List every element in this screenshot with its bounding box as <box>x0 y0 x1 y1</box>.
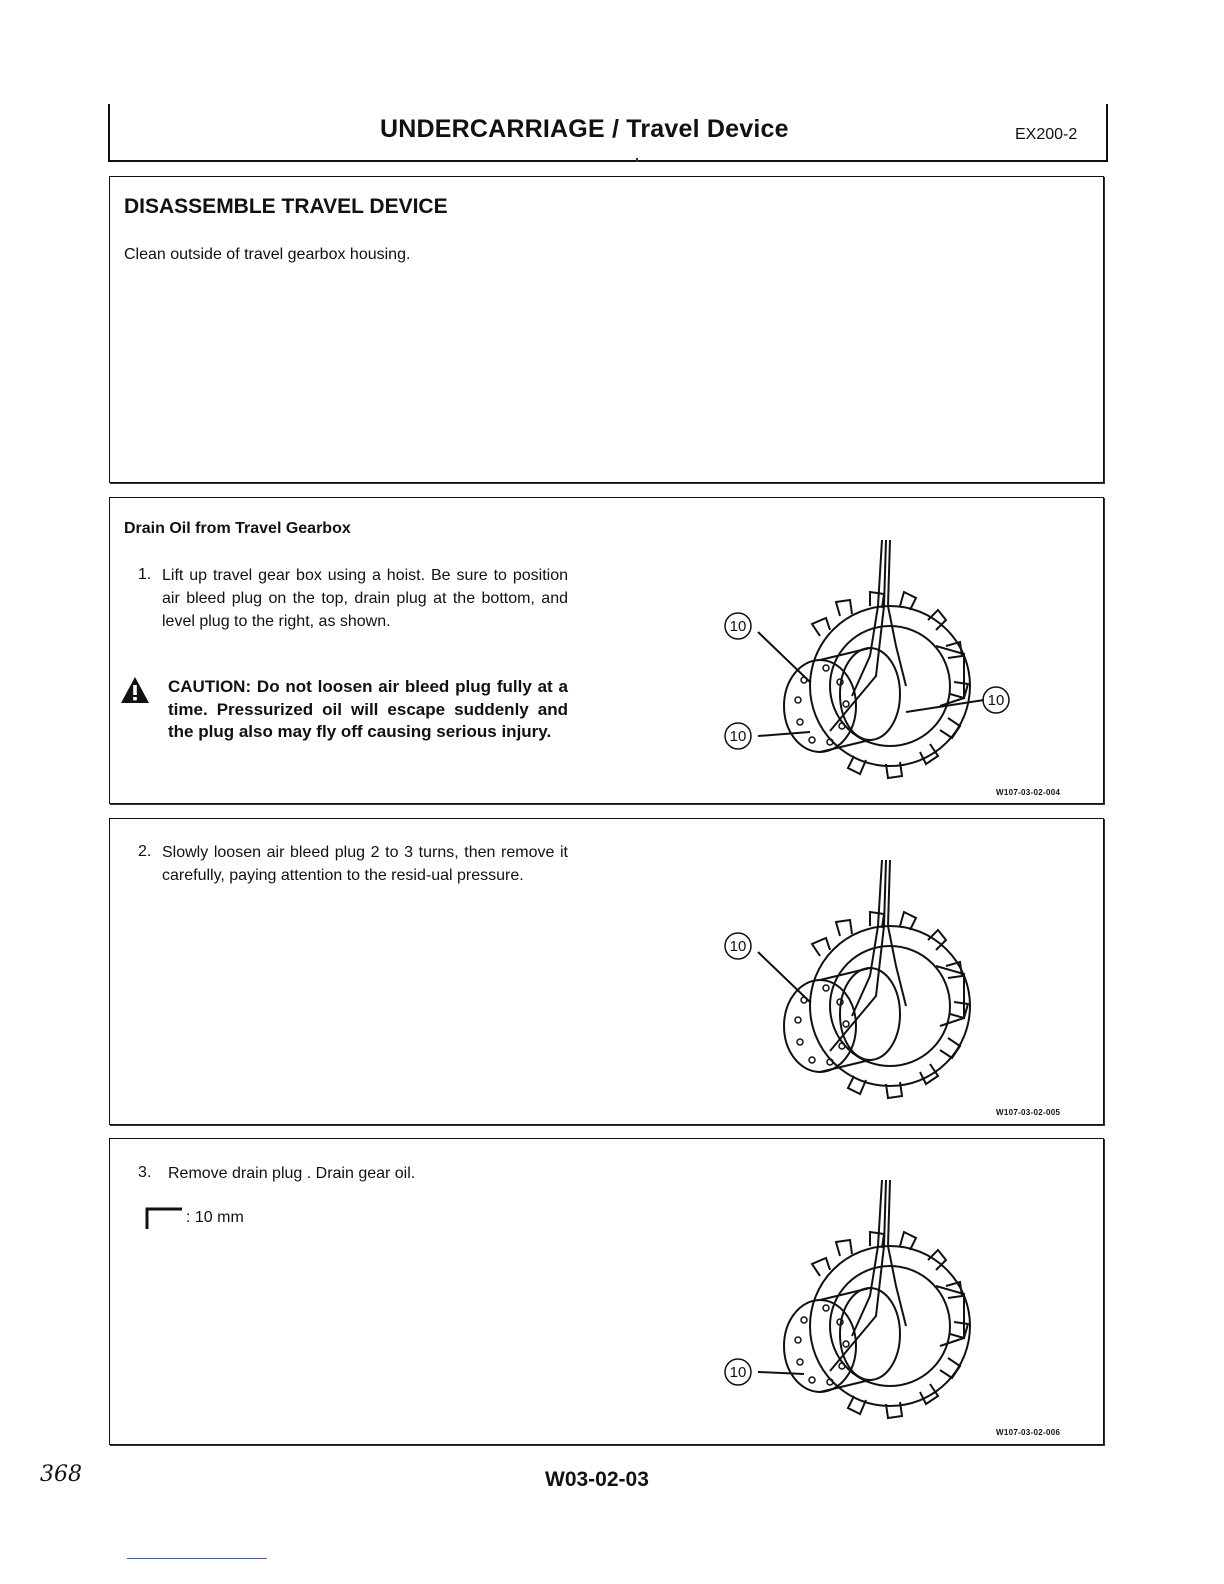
warning-icon <box>120 676 150 709</box>
section-title: DISASSEMBLE TRAVEL DEVICE <box>124 195 448 218</box>
figure-code: W107-03-02-006 <box>996 1428 1061 1437</box>
page-code: W03-02-03 <box>545 1468 649 1491</box>
caution-text: CAUTION: Do not loosen air bleed plug fully at a time. Pressurized oil will escape suddenly and the plug also may fly off causing serious injury. <box>168 677 568 741</box>
step-text: Slowly loosen air bleed plug 2 to 3 turns, then remove it carefully, paying attention to the resid-ual pressure. <box>162 844 568 884</box>
model-label: EX200-2 <box>1015 126 1078 143</box>
header-tick <box>636 158 638 162</box>
callout-label: 10 <box>729 938 747 955</box>
figure-code: W107-03-02-005 <box>996 1108 1061 1117</box>
subsection-title: Drain Oil from Travel Gearbox <box>124 520 351 537</box>
gearbox-figure-3 <box>700 1176 1040 1431</box>
figure-code: W107-03-02-004 <box>996 788 1061 797</box>
step-number: 1. <box>138 566 152 583</box>
step-number: 2. <box>138 843 152 860</box>
wrench-icon <box>142 1205 184 1236</box>
step-text: Remove drain plug . Drain gear oil. <box>168 1165 416 1182</box>
gearbox-figure-1 <box>700 536 1040 791</box>
step-text: Lift up travel gear box using a hoist. Be sure to position air bleed plug on the top, drain plug at the bottom, and level plug to the right, as shown. <box>162 567 568 630</box>
callout-label: 10 <box>729 728 747 745</box>
step-number: 3. <box>138 1164 152 1181</box>
wrench-size: : 10 mm <box>186 1209 244 1226</box>
handwritten-page-number: 368 <box>40 1462 82 1487</box>
callout-label: 10 <box>729 618 747 635</box>
intro-panel <box>109 176 1104 483</box>
gearbox-figure-2 <box>700 856 1040 1111</box>
footer-divider <box>127 1558 267 1559</box>
page-title: UNDERCARRIAGE / Travel Device <box>380 115 789 143</box>
callout-label: 10 <box>987 692 1005 709</box>
intro-text: Clean outside of travel gearbox housing. <box>124 246 411 263</box>
callout-label: 10 <box>729 1364 747 1381</box>
